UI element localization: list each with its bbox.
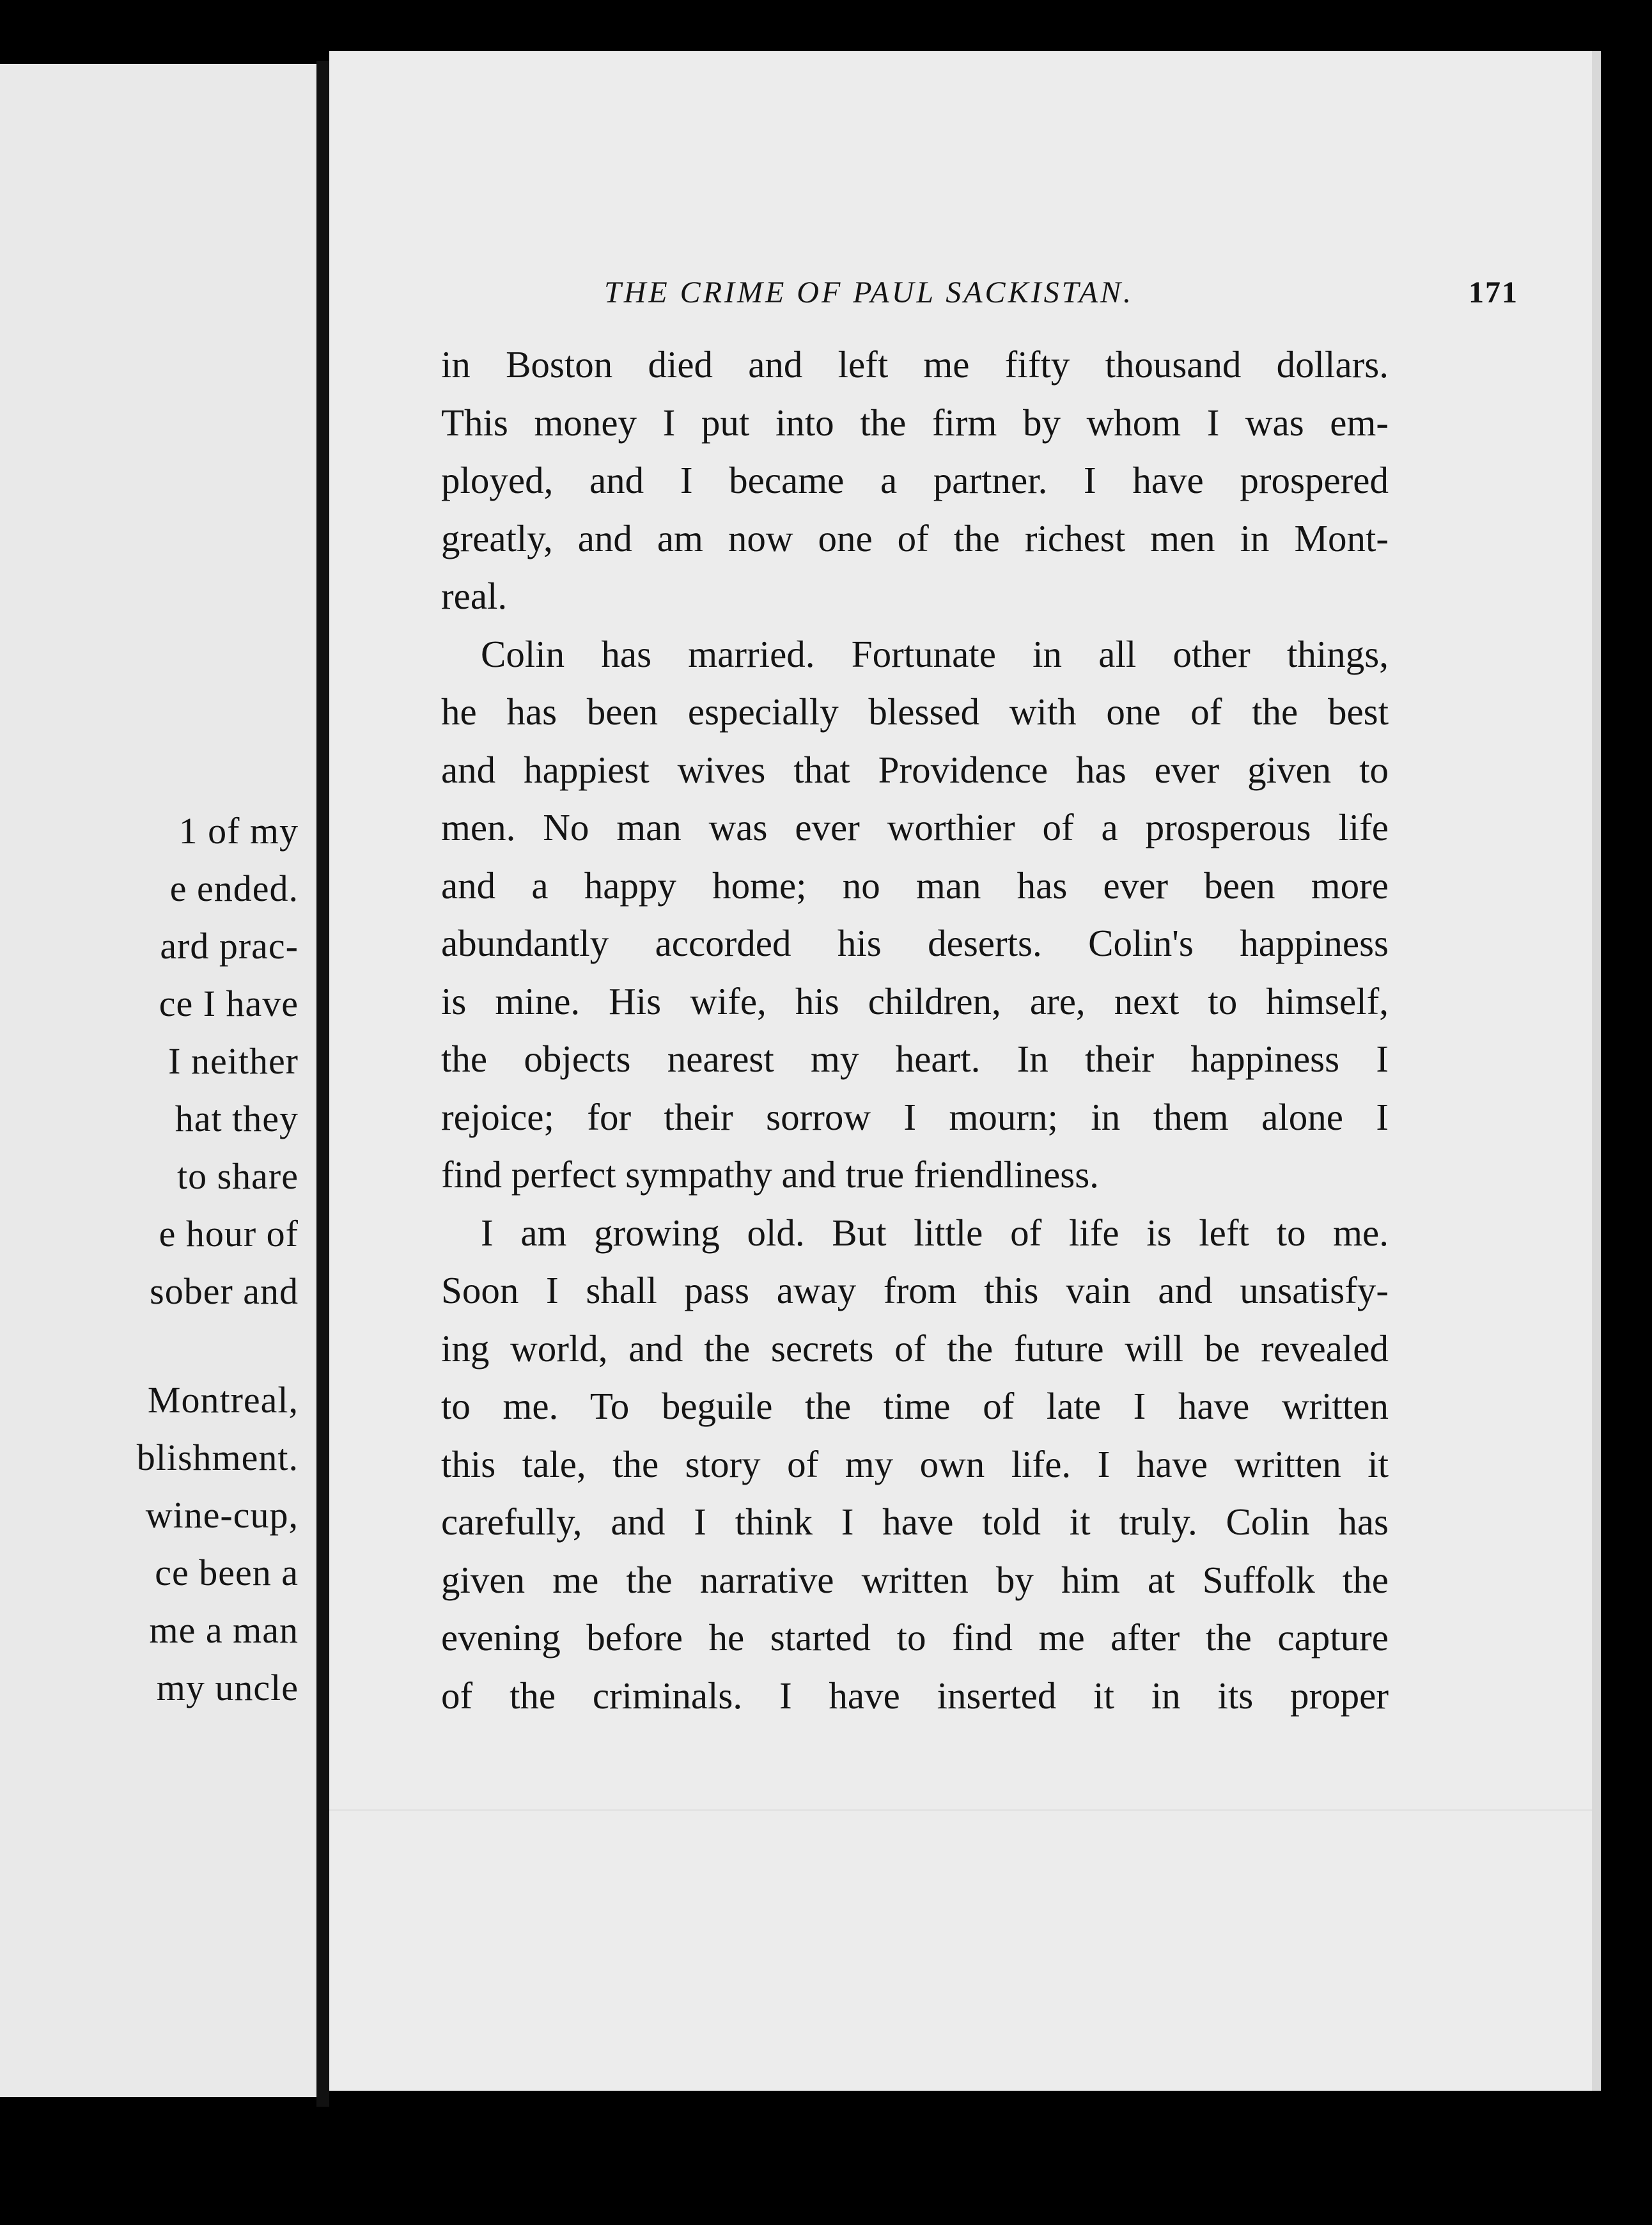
text-line: and happiest wives that Providence has ever given to bbox=[441, 748, 1389, 791]
text-line: Colin has married. Fortunate in all other things, bbox=[481, 632, 1389, 675]
text-line: is mine. His wife, his children, are, next to himself, bbox=[441, 980, 1389, 1022]
left-page-line: wine-cup, bbox=[145, 1494, 299, 1536]
left-page-line: 1 of my bbox=[178, 810, 299, 852]
text-line: the objects nearest my heart. In their happiness I bbox=[441, 1038, 1389, 1080]
left-page-line: ce I have bbox=[159, 983, 299, 1024]
text-line: he has been especially blessed with one of the best bbox=[441, 691, 1389, 733]
text-line: in Boston died and left me fifty thousand dollars. bbox=[441, 343, 1389, 386]
text-line: ing world, and the secrets of the future will be revealed bbox=[441, 1327, 1389, 1370]
text-line: This money I put into the firm by whom I was em- bbox=[441, 401, 1389, 444]
text-line: and a happy home; no man has ever been more bbox=[441, 864, 1389, 907]
text-line: I am growing old. But little of life is left to me. bbox=[481, 1211, 1389, 1254]
left-page-line: hat they bbox=[175, 1098, 299, 1139]
book-page bbox=[329, 51, 1592, 2091]
left-page-line: e hour of bbox=[159, 1213, 299, 1254]
text-line: to me. To beguile the time of late I have written bbox=[441, 1385, 1389, 1427]
text-line: this tale, the story of my own life. I have written it bbox=[441, 1442, 1389, 1485]
page-body-text bbox=[441, 336, 1389, 1724]
left-page-line: ard prac- bbox=[160, 925, 299, 967]
text-line: abundantly accorded his deserts. Colin's happiness bbox=[441, 922, 1389, 964]
text-line: carefully, and I think I have told it truly. Colin has bbox=[441, 1501, 1389, 1543]
text-line: greatly, and am now one of the richest men in Mont- bbox=[441, 517, 1389, 559]
text-line: men. No man was ever worthier of a prosperous life bbox=[441, 806, 1389, 848]
left-page-line: me a man bbox=[149, 1609, 299, 1651]
text-line: find perfect sympathy and true friendliness. bbox=[441, 1153, 1099, 1196]
left-page-line: I neither bbox=[168, 1040, 299, 1082]
left-page-line: to share bbox=[177, 1155, 299, 1197]
page-shadow-line bbox=[329, 1809, 1592, 1811]
text-line: evening before he started to find me after the capture bbox=[441, 1616, 1389, 1659]
left-page-line: my uncle bbox=[156, 1667, 299, 1708]
text-line: Soon I shall pass away from this vain and unsatisfy- bbox=[441, 1269, 1389, 1311]
page-edge bbox=[1592, 51, 1601, 2091]
page-number: 171 bbox=[1469, 276, 1518, 309]
text-line: real. bbox=[441, 575, 508, 617]
left-page-line: sober and bbox=[150, 1270, 299, 1312]
left-page-fragment bbox=[0, 64, 316, 2097]
left-page-line: ce been a bbox=[155, 1552, 299, 1593]
running-head bbox=[604, 267, 1518, 318]
text-line: of the criminals. I have inserted it in its proper bbox=[441, 1674, 1389, 1717]
text-line: ployed, and I became a partner. I have prospered bbox=[441, 459, 1389, 501]
running-head-title: THE CRIME OF PAUL SACKISTAN. bbox=[604, 276, 1134, 309]
text-line: rejoice; for their sorrow I mourn; in them alone I bbox=[441, 1095, 1389, 1138]
left-page-line: blishment. bbox=[136, 1437, 299, 1478]
book-gutter bbox=[316, 61, 329, 2107]
left-page-line: Montreal, bbox=[147, 1379, 299, 1421]
left-page-line: e ended. bbox=[169, 868, 299, 909]
text-line: given me the narrative written by him at Suffolk the bbox=[441, 1558, 1389, 1601]
